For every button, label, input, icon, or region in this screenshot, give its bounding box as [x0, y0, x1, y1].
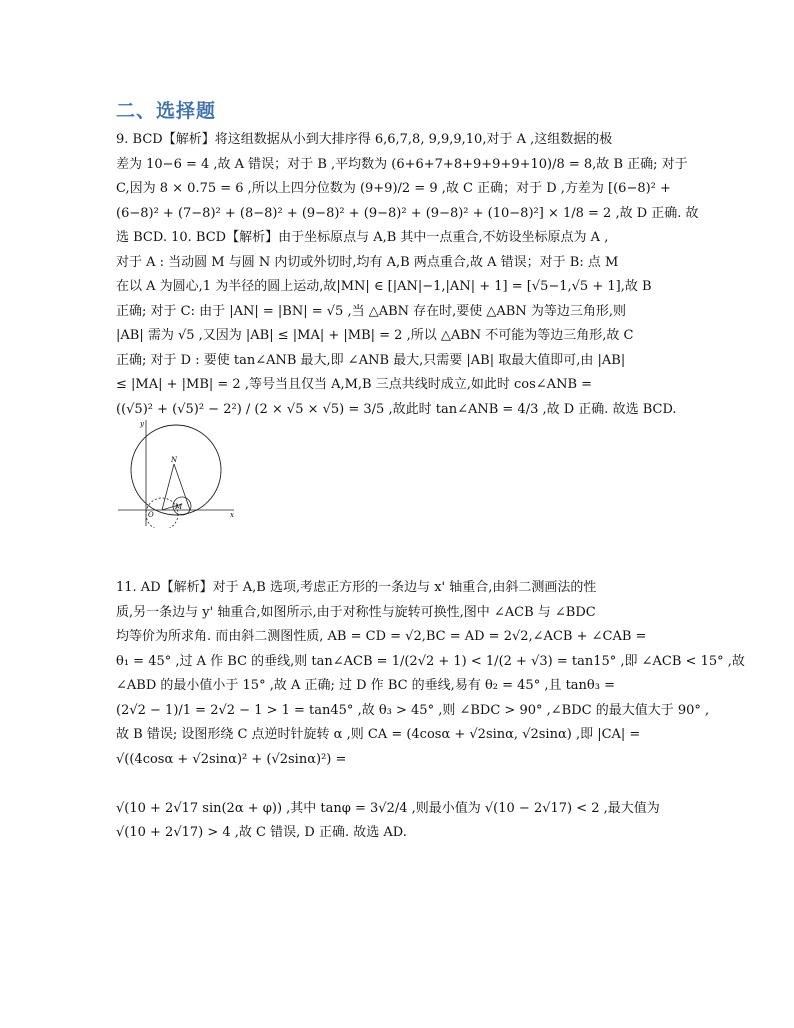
text-line: 正确; 对于 C: 由于 |AN| = |BN| = √5 ,当 △ABN 存在时,要使 △ABN 为等边三角形,则 — [116, 303, 627, 319]
text-line: 差为 10−6 = 4 ,故 A 错误；对于 B ,平均数为 (6+6+7+8+9+9+9+10)/8 = 8,故 B 正确; 对于 — [116, 156, 688, 172]
y-label: y — [140, 420, 144, 428]
text-line: θ₁ = 45° ,过 A 作 BC 的垂线,则 tan∠ACB = 1/(2√2 + 1) < 1/(2 + √3) = tan15° ,即 ∠ACB < 15° ,故 — [116, 653, 745, 669]
text-line: 11. AD【解析】对于 A,B 选项,考虑正方形的一条边与 x' 轴重合,由斜二测画法的性 — [116, 580, 597, 595]
solution-9-10 — [116, 128, 699, 422]
text-line: 在以 A 为圆心,1 为半径的圆上运动,故|MN| ∈ [|AN|−1,|AN| + 1] = [√5−1,√5 + 1],故 B — [116, 279, 652, 294]
solution-11 — [116, 576, 745, 846]
text-line: 对于 A : 当动圆 M 与圆 N 内切或外切时,均有 A,B 两点重合,故 A 错误；对于 B: 点 M — [116, 254, 619, 270]
segment-na — [162, 464, 174, 510]
text-line: ≤ |MA| + |MB| = 2 ,等号当且仅当 A,M,B 三点共线时成立,如此时 cos∠ANB = — [116, 377, 593, 392]
text-line: (2√2 − 1)/1 = 2√2 − 1 > 1 = tan45° ,故 θ₃ > 45° ,则 ∠BDC > 90° ,∠BDC 的最大值大于 90° , — [116, 702, 710, 718]
text-line — [116, 772, 678, 797]
text-line: |AB| 需为 √5 ,又因为 |AB| ≤ |MA| + |MB| = 2 ,所以 △ABN 不可能为等边三角形,故 C — [116, 328, 634, 343]
x-label: x — [230, 511, 234, 519]
o-label: O — [148, 511, 154, 519]
text-line: √(10 + 2√17 sin(2α + φ)) ,其中 tanφ = 3√2/4 ,则最小值为 √(10 − 2√17) < 2 ,最大值为 — [116, 800, 660, 816]
text-line: √(10 + 2√17) > 4 ,故 C 错误, D 正确. 故选 AD. — [116, 825, 407, 840]
text-line: ((√5)² + (√5)² − 2²) / (2 × √5 × √5) = 3/5 ,故此时 tan∠ANB = 4/3 ,故 D 正确. 故选 BCD. — [116, 401, 677, 417]
text-line: 故 B 错误; 设图形绕 C 点逆时针旋转 α ,则 CA = (4cosα + √2sinα, √2sinα) ,即 |CA| = — [116, 727, 641, 742]
text-line: 均等价为所求角. 而由斜二测图性质, AB = CD = √2,BC = AD = 2√2,∠ACB + ∠CAB = — [116, 629, 647, 644]
section-heading: 二、选择题 — [116, 100, 217, 122]
text-line: 质,另一条边与 y' 轴重合,如图所示,由于对称性与旋转可换性,图中 ∠ACB 与 ∠BDC — [116, 604, 596, 620]
text-line: 9. BCD【解析】将这组数据从小到大排序得 6,6,7,8, 9,9,9,10,对于 A ,这组数据的极 — [116, 132, 613, 147]
n-label: N — [171, 456, 178, 464]
text-line: (6−8)² + (7−8)² + (8−8)² + (9−8)² + (9−8)² + (9−8)² + (10−8)²] × 1/8 = 2 ,故 D 正确. 故 — [116, 205, 699, 221]
text-line: 选 BCD. 10. BCD【解析】由于坐标原点与 A,B 其中一点重合,不妨设坐标原点为 A , — [116, 230, 609, 245]
text-line: 正确; 对于 D : 要使 tan∠ANB 最大,即 ∠ANB 最大,只需要 |AB| 取最大值即可,由 |AB| — [116, 352, 626, 368]
circle-figure — [118, 418, 238, 528]
m-label: M — [175, 503, 183, 511]
text-line: C,因为 8 × 0.75 = 6 ,所以上四分位数为 (9+9)/2 = 9 ,故 C 正确；对于 D ,方差为 [(6−8)² + — [116, 181, 671, 196]
text-line: √((4cosα + √2sinα)² + (√2sinα)²) = — [116, 751, 347, 767]
text-line: ∠ABD 的最小值小于 15° ,故 A 正确; 过 D 作 BC 的垂线,易有 θ₂ = 45° ,且 tanθ₃ = — [116, 678, 615, 693]
